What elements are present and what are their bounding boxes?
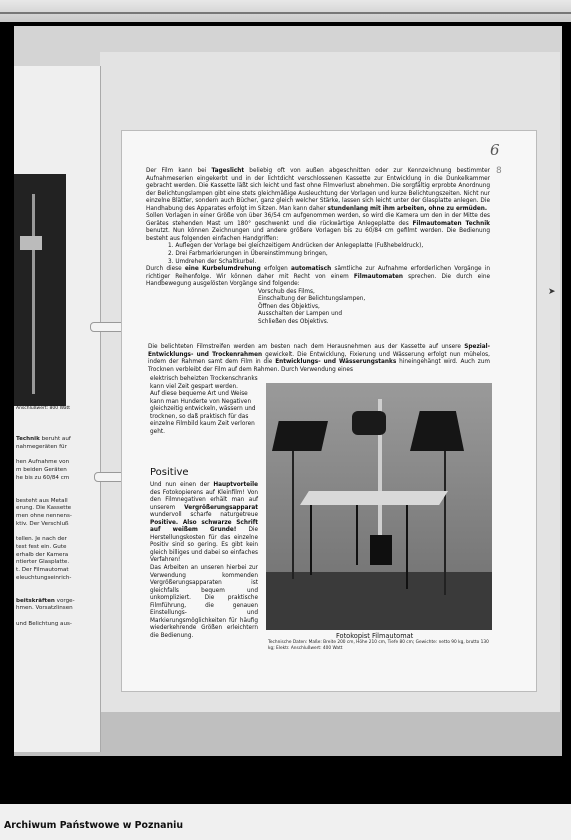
left-line-text: test fest ein. Gute (16, 543, 67, 550)
process-steps (258, 289, 490, 327)
left-page-line (16, 475, 100, 482)
edge-arrow-icon: ➤ (548, 287, 556, 297)
left-line-text: beruht auf (39, 436, 71, 442)
left-line-text: tellen. Je nach der (16, 536, 67, 543)
left-line-text: nahmegeräten für (16, 443, 67, 450)
left-page-line (16, 444, 100, 451)
archive-name: Archiwum Państwowe w Poznaniu (4, 820, 184, 831)
left-page-line (16, 467, 100, 474)
table-leg (406, 505, 408, 589)
list-item: Schließen des Objektivs. (258, 318, 329, 325)
film-top-line (0, 12, 571, 14)
left-line-bold: beitskräften (16, 597, 55, 604)
lamp-stand (292, 451, 294, 579)
list-item: Ausschalten der Lampen und (258, 311, 343, 318)
paragraph-automatic: Durch diese eine Kurbelumdrehung erfolgen automatisch sämtliche zur Aufnahme erforderlichen Vorgänge in richtiger Reihenfolge. Wir können daher mit Recht von einem Filmautomaten sprechen. Die durch eine Handbewegung ausgelösten Vorgänge sind folgende: (146, 266, 491, 288)
left-page-photo (14, 174, 66, 406)
paragraph-large-originals: Sollen Vorlagen in einer Größe von über 36/54 cm aufgenommen werden, so wird die Kamera um den in der Mitte des Gerätes stehenden Mast um 180° geschwenkt und die rückwärtige Anlegeplatte des Filmautomaten Technik benutzt. Nun können Zeichnungen und andere größere Vorlagen bis zu 60/84 cm gefilmt werden. Die Bedienung besteht aus folgenden einfachen Handgriffen: (146, 213, 490, 242)
left-line-text: und Belichtung aus- (16, 620, 72, 627)
left-page (14, 66, 101, 752)
left-page-line (16, 605, 100, 612)
positive-heading: Positive (150, 467, 189, 478)
left-page-line (16, 536, 100, 543)
left-line-bold: Technik (16, 436, 40, 442)
left-page-line (16, 575, 100, 582)
left-line-text: men ohne nennens- (16, 513, 72, 519)
left-page-line (16, 459, 100, 466)
left-line-text: ktiv. Der Verschluß (16, 520, 69, 527)
handwritten-mark: 8 (496, 166, 502, 176)
left-page-line (16, 621, 100, 628)
left-line-text: erung. Die Kassette (16, 505, 72, 512)
list-item: 3. Umdrehen der Schaltkurbel. (168, 258, 257, 265)
drying-text: elektrisch beheizten Trockenschranks kann viel Zeit gespart werden. (150, 376, 258, 390)
table-leg (310, 505, 312, 575)
left-page-line (16, 436, 100, 443)
film-top-strip (0, 0, 571, 22)
left-page-caption: Anschlußwert: 800 Watt (16, 406, 71, 411)
left-line-text: ntierter Glasplatte. (16, 559, 70, 566)
photo-floor (266, 572, 492, 630)
list-item: Öffnen des Objektivs, (258, 303, 320, 310)
left-line-text: eleuchtungseinrich- (16, 574, 72, 581)
left-line-text: hmen. Vorsatzlinsen (16, 605, 73, 612)
left-page-line (16, 498, 100, 505)
photo-stand-rod (32, 194, 35, 394)
list-item: 1. Auflegen der Vorlage bei gleichzeitigem Andrücken der Anlegeplatte (Fußhebeldruck), (168, 243, 424, 250)
left-line-text: he bis zu 60/84 cm (16, 474, 70, 481)
lamp-stand (444, 451, 446, 595)
left-page-line (16, 552, 100, 559)
left-page-line (16, 567, 100, 574)
list-item: Vorschub des Films, (258, 288, 315, 295)
list-item: Einschaltung der Belichtungslampen, (258, 296, 366, 303)
left-page-line (16, 598, 100, 605)
left-line-text: erhalb der Kamera (16, 551, 69, 558)
left-page-line (16, 559, 100, 566)
paragraph-daylight: Der Film kann bei Tageslicht beliebig oft von außen abgeschnitten oder zur Kennzeichnung bestimmter Aufnahmeserien eingekerbt und in der lichtdicht verschlossenen Kassette zur Entwicklung in die Dunkelkammer gebracht werden. Die Kassette läßt sich leicht und fast ohne Filmverlust abnehmen. Die sorgfältig erprobte Anordnung der Belichtungslampen gibt eine stets gleichmäßige Ausleuchtung der Vorlagen und kurze Belichtungszeiten. Nicht nur einzelne Blätter, sondern auch Bücher, ganz gleich welcher Stärke, lassen sich leicht unter der Glasplatte anlegen. Die Handhabung des Apparates erfolgt im Sitzen. Man kann daher stundenlang mit ihm arbeiten, ohne zu ermüden. (146, 168, 491, 212)
left-line-text: t. Der Filmautomat (16, 566, 69, 573)
photo-camera-head (20, 236, 42, 250)
left-page-line (16, 544, 100, 551)
left-line-text: vorge- (54, 597, 75, 604)
positive-text (150, 482, 258, 640)
paragraph-development: Die belichteten Filmstreifen werden am besten nach dem Herausnehmen aus der Kassette auf unsere Spezial-Entwicklungs- und Trockenrahmen gewickelt. Die Entwicklung, Fixierung und Wässerung erfolgt nun mühelos, indem der Rahmen samt dem Film in die Entwicklungs- und Wässerungstanks hineingehängt wird. Auch zum Trocknen verbleibt der Film auf dem Rahmen. Durch Verwendung eines (148, 344, 490, 373)
left-line-text: hen Aufnahme von (16, 459, 70, 466)
left-line-text: m beiden Geräten (16, 466, 67, 473)
left-page-line (16, 521, 100, 528)
left-line-text: besteht aus Metall (16, 497, 68, 504)
camera-body (352, 411, 386, 435)
operation-list (146, 243, 490, 266)
copy-table (300, 491, 448, 505)
positive-paragraph: Und nun einen der Hauptvorteile des Fotokopierens auf Kleinfilm! Von den Filmnegativen erhält man auf unserem Vergrößerungsapparat wundervoll scharfe naturgetreue Positive. Also schwarze Schrift auf weißem Grunde! Die Herstellungskosten für das einzelne Positiv sind so gering. Es gibt kein gleich billiges und dabei so einfaches Verfahren! (150, 482, 259, 564)
technical-data: Technische Daten: Maße: Breite 200 cm, Höhe 210 cm, Tiefe 80 cm; Gewichte: netto 90 kg, brutto 130 kg; Elektr. Anschlußwert: 400 Watt (268, 640, 489, 651)
list-item: 2. Drei Farbmarkierungen in Übereinstimmung bringen, (168, 251, 328, 258)
product-photo (266, 383, 492, 630)
control-box (370, 535, 392, 565)
intro-text (146, 168, 490, 326)
batch-text: Auf diese bequeme Art und Weise kann man Hunderte von Negativen gleichzeitig entwickeln, wässern und trocknen, so daß praktisch für das einzelne Filmbild kaum Zeit verloren geht. (150, 391, 256, 435)
table-leg (356, 505, 358, 565)
handwritten-page-number: 6 (490, 141, 500, 159)
left-page-line (16, 513, 100, 520)
paragraph-drying (150, 376, 260, 436)
photo-caption: Fotokopist Filmautomat (336, 632, 414, 640)
lamp-shade (272, 421, 328, 451)
left-page-line (16, 505, 100, 512)
enlarger-paragraph: Das Arbeiten an unseren hierbei zur Verwendung kommenden Vergrößerungsapparaten ist gleichfalls bequem und unkompliziert. Die praktische Filmführung, die genauen Einstellungs- und Markierungsmöglichkeiten für häufig wiederkehrende Größen erleichtern die Bedienung. (150, 565, 258, 639)
